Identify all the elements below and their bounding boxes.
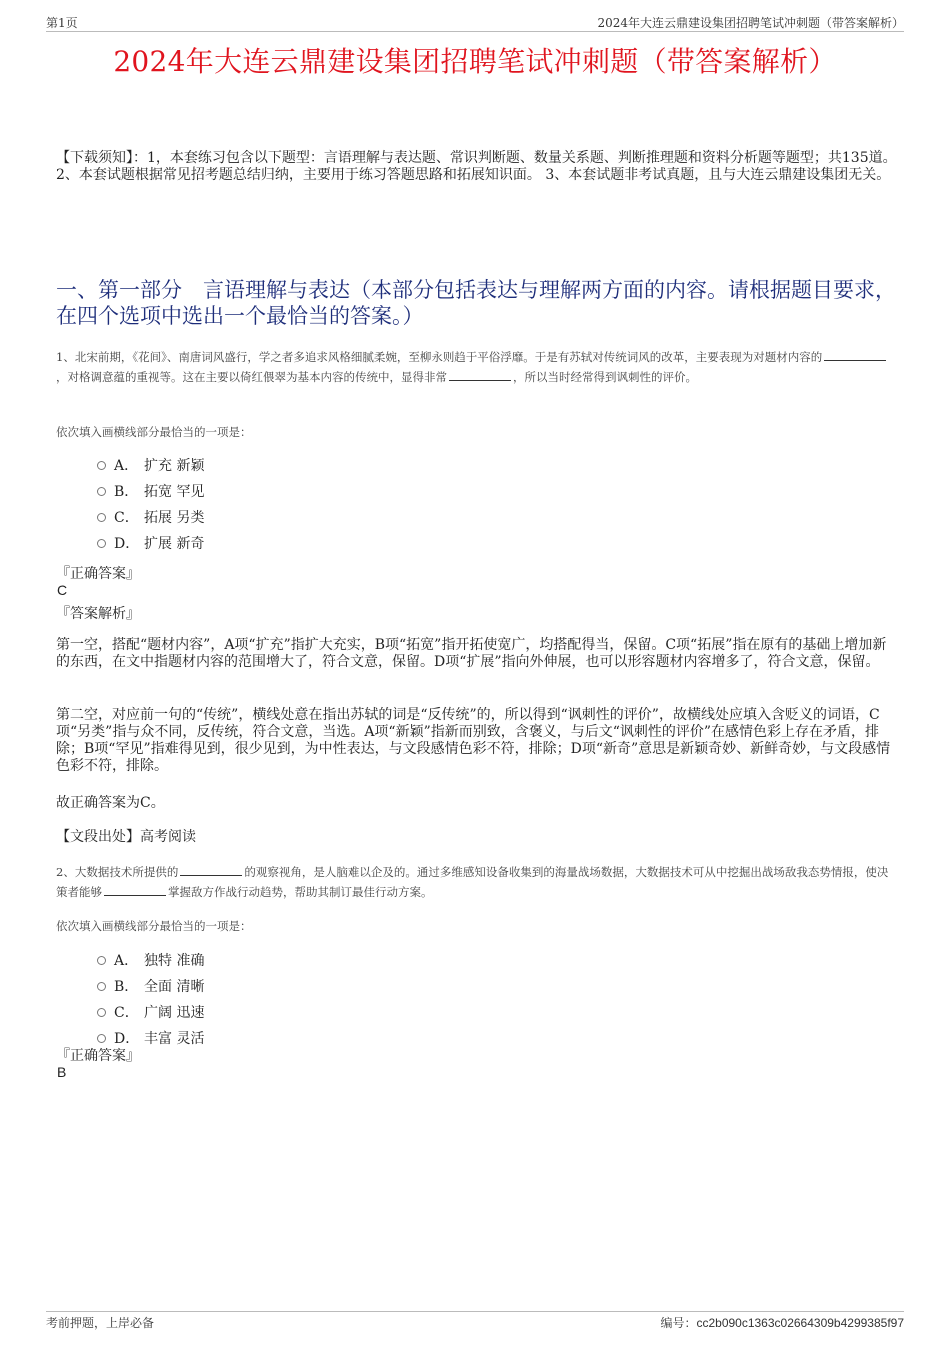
footer-document-code: 编号：cc2b090c1363c02664309b4299385f97 xyxy=(660,1316,904,1330)
q1-source: 【文段出处】高考阅读 xyxy=(56,829,196,845)
q2-option-b[interactable]: B． 全面 清晰 xyxy=(97,977,204,997)
q1-conclusion: 故正确答案为C。 xyxy=(56,795,165,811)
answer-blank xyxy=(180,864,242,876)
radio-icon[interactable] xyxy=(97,982,106,991)
q1-analysis-paragraph-2: 第二空，对应前一句的“传统”，横线处意在指出苏轼的词是“反传统”的，所以得到“讽刺性的评价”，故横线处应填入含贬义的词语，C项“另类”指与众不同，反传统，符合文意，当选。A项“新颖”指新而别致，含褒义，与后文“讽刺性的评价”在感情色彩上存在矛盾，排除；B项“罕见”指难得见到，很少见到，为中性表达，与文段感情色彩不符，排除；D项“新奇”意思是新颖奇妙、新鲜奇妙，与文段感情色彩不符，排除。 xyxy=(56,707,891,774)
question-1-text: 1、北宋前期，《花间》、南唐词风盛行，学之者多追求风格细腻柔婉，至柳永则趋于平俗浮靡。于是有苏轼对传统词风的改革，主要表现为对题材内容的，对格调意蕴的重视等。这在主要以倚红偎翠为基本内容的传统中，显得非常 ，所以当时经常得到讽刺性的评价。 xyxy=(56,347,898,387)
answer-blank xyxy=(449,369,511,381)
answer-blank xyxy=(824,349,886,361)
q1-analysis-paragraph-1: 第一空，搭配“题材内容”，A项“扩充”指扩大充实，B项“拓宽”指开拓使宽广，均搭配得当，保留。C项“拓展”指在原有的基础上增加新的东西，在文中指题材内容的范围增大了，符合文意，保留。D项“扩展”指向外伸展，也可以形容题材内容增多了，符合文意，保留。 xyxy=(56,637,887,670)
question-1-prompt: 依次填入画横线部分最恰当的一项是： xyxy=(56,425,252,439)
radio-icon[interactable] xyxy=(97,539,106,548)
header-doc-title: 2024年大连云鼎建设集团招聘笔试冲刺题（带答案解析） xyxy=(597,16,904,30)
header-divider xyxy=(46,31,904,32)
q2-answer: B xyxy=(57,1064,67,1080)
q2-option-a[interactable]: A． 独特 准确 xyxy=(97,951,204,971)
q1-option-c[interactable]: C． 拓展 另类 xyxy=(97,508,204,528)
page-number: 第1页 xyxy=(46,16,78,30)
section-heading: 一、第一部分 言语理解与表达（本部分包括表达与理解两方面的内容。请根据题目要求，在四个选项中选出一个最恰当的答案。） xyxy=(56,278,896,328)
question-2-prompt: 依次填入画横线部分最恰当的一项是： xyxy=(56,919,252,933)
radio-icon[interactable] xyxy=(97,956,106,965)
radio-icon[interactable] xyxy=(97,487,106,496)
q1-option-a[interactable]: A． 扩充 新颖 xyxy=(97,456,204,476)
radio-icon[interactable] xyxy=(97,1034,106,1043)
q1-answer-label: 『正确答案』 xyxy=(56,566,140,582)
question-2-text: 2、大数据技术所提供的 的观察视角，是人脑难以企及的。通过多维感知设备收集到的海量战场数据，大数据技术可从中挖掘出战场敌我态势情报，使决策者能够 掌握敌方作战行动趋势，帮助其制订最佳行动方案。 xyxy=(56,865,889,899)
q1-analysis-label: 『答案解析』 xyxy=(56,606,140,622)
q2-option-d[interactable]: D． 丰富 灵活 xyxy=(97,1029,204,1049)
footer-divider xyxy=(46,1311,904,1312)
q2-answer-label: 『正确答案』 xyxy=(56,1048,140,1064)
q2-option-c[interactable]: C． 广阔 迅速 xyxy=(97,1003,204,1023)
document-title: 2024年大连云鼎建设集团招聘笔试冲刺题（带答案解析） xyxy=(113,45,837,78)
footer-slogan: 考前押题，上岸必备 xyxy=(46,1316,155,1330)
radio-icon[interactable] xyxy=(97,513,106,522)
download-notice: 【下载须知】：1，本套练习包含以下题型：言语理解与表达题、常识判断题、数量关系题、判断推理题和资料分析题等题型；共135道。 2、本套试题根据常见招考题总结归纳，主要用于练习答题思路和拓展知识面。 3、本套试题非考试真题，且与大连云鼎建设集团无关。 xyxy=(56,150,897,183)
q1-option-d[interactable]: D． 扩展 新奇 xyxy=(97,534,204,554)
q1-option-b[interactable]: B． 拓宽 罕见 xyxy=(97,482,204,502)
answer-blank xyxy=(104,884,166,896)
radio-icon[interactable] xyxy=(97,1008,106,1017)
radio-icon[interactable] xyxy=(97,461,106,470)
q1-answer: C xyxy=(57,582,68,598)
